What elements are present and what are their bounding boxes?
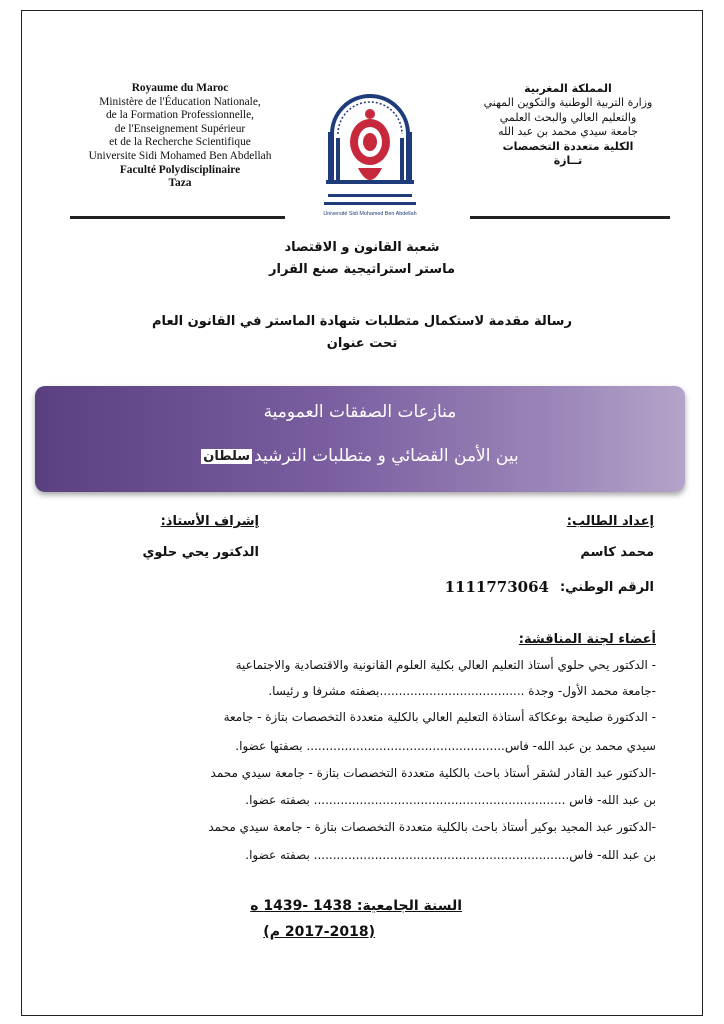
ar-faculty: الكلية متعددة التخصصات bbox=[502, 139, 634, 153]
banner-title-line2-text: بين الأمن القضائي و متطلبات الترشيد bbox=[254, 446, 519, 466]
academic-year-gregorian: (2017-2018 م) bbox=[263, 924, 375, 940]
header-french bbox=[72, 82, 288, 191]
jury-line: سيدي محمد بن عبد الله- فاس.................................................... بصفتها عضوا. bbox=[235, 739, 656, 753]
title-banner bbox=[35, 386, 685, 492]
jury-line: -الدكتور عبد المجيد بوكير أستاذ باحث بالكلية متعددة التخصصات بتازة - جامعة سيدي محمد bbox=[208, 820, 656, 834]
banner-title-line2 bbox=[35, 446, 685, 466]
jury-line: بن عبد الله- فاس................................................................... بصفته عضوا. bbox=[245, 848, 656, 862]
ar-ministry: وزارة التربية الوطنية والتكوين المهني bbox=[483, 96, 653, 110]
university-emblem-icon bbox=[318, 72, 422, 220]
department-title: شعبة القانون و الاقتصاد bbox=[284, 240, 440, 255]
under-title-label: تحت عنوان bbox=[326, 336, 398, 351]
header-rule-left bbox=[70, 216, 285, 219]
logo-caption: Université Sidi Mohamed Ben Abdellah bbox=[323, 211, 417, 217]
fr-kingdom: Royaume du Maroc bbox=[131, 82, 229, 94]
fr-faculty: Faculté Polydisciplinaire bbox=[119, 163, 241, 176]
academic-year-hijri: السنة الجامعية: 1438 -1439 ه bbox=[250, 898, 462, 914]
thesis-statement: رسالة مقدمة لاستكمال متطلبات شهادة الماستر في القانون العام bbox=[152, 314, 572, 329]
ar-university: جامعة سيدي محمد بن عبد الله bbox=[498, 125, 638, 139]
master-title: ماستر استراتيجية صنع القرار bbox=[269, 262, 455, 277]
student-name: محمد كاسم bbox=[580, 545, 654, 560]
national-id-value: 1111773064 bbox=[444, 578, 549, 596]
watermark-stamp: سلطان bbox=[203, 448, 251, 464]
student-label: إعداد الطالب: bbox=[566, 514, 654, 529]
jury-line: -جامعة محمد الأول- وجدة ......................................بصفته مشرفا و رئيسا. bbox=[268, 684, 656, 698]
supervisor-label: إشراف الأستاذ: bbox=[160, 514, 259, 529]
jury-line: - الدكتورة صليحة بوعكاكة أستاذة التعليم العالي بالكلية متعددة التخصصات بتازة - جامعة bbox=[223, 710, 656, 724]
supervisor-name: الدكتور يحي حلوي bbox=[142, 545, 259, 560]
jury-line: بن عبد الله- فاس .................................................................. بصفته عضوا. bbox=[245, 793, 656, 807]
header-arabic bbox=[468, 82, 668, 168]
header-rule-right bbox=[470, 216, 670, 219]
jury-line: -الدكتور عبد القادر لشقر أستاذ باحث بالكلية متعددة التخصصات بتازة - جامعة سيدي محمد bbox=[210, 766, 656, 780]
fr-formation: de la Formation Professionnelle, bbox=[105, 109, 255, 122]
ar-higher-education: والتعليم العالي والبحث العلمي bbox=[499, 110, 637, 124]
jury-line: - الدكتور يحي حلوي أستاذ التعليم العالي بكلية العلوم القانونية والاقتصادية والاجتماعية bbox=[235, 658, 656, 672]
national-id-label: الرقم الوطني: bbox=[559, 580, 654, 595]
ar-kingdom: المملكة المغربية bbox=[524, 82, 612, 95]
fr-enseignement: de l'Enseignement Supérieur bbox=[114, 122, 246, 135]
ar-city: تــازة bbox=[553, 154, 583, 168]
jury-title: أعضاء لجنة المناقشة: bbox=[518, 632, 656, 647]
fr-ministry: Ministère de l'Éducation Nationale, bbox=[99, 95, 261, 108]
banner-title-line1: منازعات الصفقات العمومية bbox=[263, 402, 457, 422]
fr-city: Taza bbox=[168, 177, 192, 190]
fr-university: Universite Sidi Mohamed Ben Abdellah bbox=[88, 149, 272, 162]
fr-recherche: et de la Recherche Scientifique bbox=[109, 136, 251, 149]
